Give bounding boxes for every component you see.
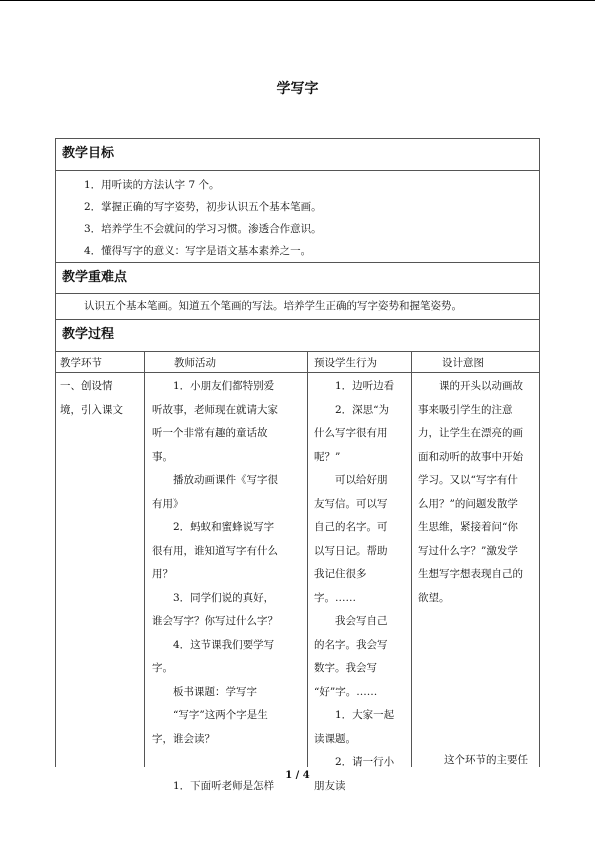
objective-item: 1．用听读的方法认字 7 个。 [84, 179, 220, 191]
teacher-line: 1．下面听老师是怎样 [173, 779, 275, 792]
teacher-line: 事。 [152, 450, 173, 463]
student-line: 1．边听边看 [335, 380, 395, 392]
student-line: “好”字。…… [314, 685, 378, 698]
teacher-line: 有用》 [152, 497, 184, 510]
key-points-text: 认识五个基本笔画。知道五个笔画的写法。培养学生正确的写字姿势和握笔姿势。 [84, 300, 462, 312]
teacher-line: 2．蚂蚁和蜜蜂说写字 [173, 521, 275, 533]
teacher-line: 听一个非常有趣的童话故 [152, 427, 268, 439]
student-line: 友写信。可以写 [314, 497, 388, 510]
process-header-row [56, 352, 539, 373]
key-points-heading: 教学重难点 [56, 263, 539, 294]
page-title: 学写字 [276, 81, 319, 97]
student-line: 2．请一行小 [335, 756, 395, 768]
column-divider [411, 352, 412, 767]
objectives-list [56, 171, 539, 263]
student-line: 自己的名字。可 [314, 521, 388, 533]
student-line: 1．大家一起 [335, 709, 395, 721]
student-behavior-cell [314, 375, 410, 798]
objectives-heading: 教学目标 [56, 139, 539, 171]
page-number: 1 / 4 [285, 770, 310, 781]
student-line: 数字。我会写 [314, 662, 377, 674]
student-line: 朋友读 [314, 779, 346, 792]
stage-line: 境，引入课文 [60, 403, 123, 416]
student-line: 字。…… [314, 591, 356, 604]
student-line: 我记住很多 [314, 568, 367, 580]
student-line: 的名字。我会写 [314, 638, 388, 651]
intent-line: 力，让学生在漂亮的画 [418, 427, 523, 439]
intent-line: 欲望。 [418, 591, 450, 604]
intent-line: 课的开头以动画故 [439, 380, 523, 392]
column-header-intent: 设计意图 [442, 357, 484, 369]
column-divider [144, 352, 145, 767]
student-line: 2．深思“为 [335, 403, 390, 416]
intent-line: 写过什么字？”激发学 [418, 544, 518, 557]
stage-line: 一、创设情 [60, 380, 113, 392]
intent-bottom-line: 这个环节的主要任 [444, 754, 528, 766]
teacher-line: 谁会写字？你写过什么字？ [152, 615, 278, 627]
teacher-line: 板书课题：学写字 [173, 685, 257, 698]
intent-line: 面和动听的故事中开始 [418, 450, 523, 463]
column-header-teacher: 教师活动 [174, 357, 216, 369]
intent-line: 事来吸引学生的注意 [418, 403, 513, 416]
student-line: 以写日记。帮助 [314, 544, 388, 557]
intent-line: 生思维，紧接着问“你 [418, 521, 518, 533]
teacher-line: 听故事，老师现在就请大家 [152, 403, 278, 416]
column-header-stage: 教学环节 [60, 357, 102, 369]
stage-cell [60, 375, 144, 422]
teacher-line: 1．小朋友们都特别爱 [173, 380, 275, 392]
design-intent-cell [418, 375, 538, 610]
intent-line: 生想写字想表现自己的 [418, 568, 523, 580]
teacher-line: 字，谁会读？ [152, 732, 215, 745]
objective-item: 4．懂得写字的意义：写字是语文基本素养之一。 [84, 245, 312, 257]
process-heading: 教学过程 [56, 320, 539, 352]
teacher-line: “写字”这两个字是生 [173, 709, 268, 721]
header-rule [0, 0, 595, 1]
intent-line: 么用？”的问题发散学 [418, 497, 518, 510]
student-line: 呢？” [314, 450, 341, 463]
teacher-line: 播放动画课件《写字很 [173, 474, 278, 486]
key-points-row [56, 294, 539, 320]
intent-line: 学习。又以“写字有什 [418, 474, 518, 486]
teacher-activity-cell [152, 375, 304, 798]
student-line: 读课题。 [314, 732, 356, 745]
objective-item: 2．掌握正确的写字姿势，初步认识五个基本笔画。 [84, 201, 322, 213]
objective-item: 3．培养学生不会就问的学习习惯。渗透合作意识。 [84, 223, 322, 235]
column-header-student: 预设学生行为 [314, 357, 377, 369]
teacher-line: 很有用，谁知道写字有什么 [152, 544, 278, 557]
teacher-line: 4．这节课我们要学写 [173, 638, 275, 651]
teacher-line: 字。 [152, 662, 173, 674]
student-line: 什么写字很有用 [314, 427, 388, 439]
student-line: 我会写自己 [335, 615, 388, 627]
teacher-line: 用？ [152, 568, 173, 580]
student-line: 可以给好朋 [335, 474, 388, 486]
column-divider [307, 352, 308, 767]
teacher-line: 3．同学们说的真好， [173, 591, 275, 604]
